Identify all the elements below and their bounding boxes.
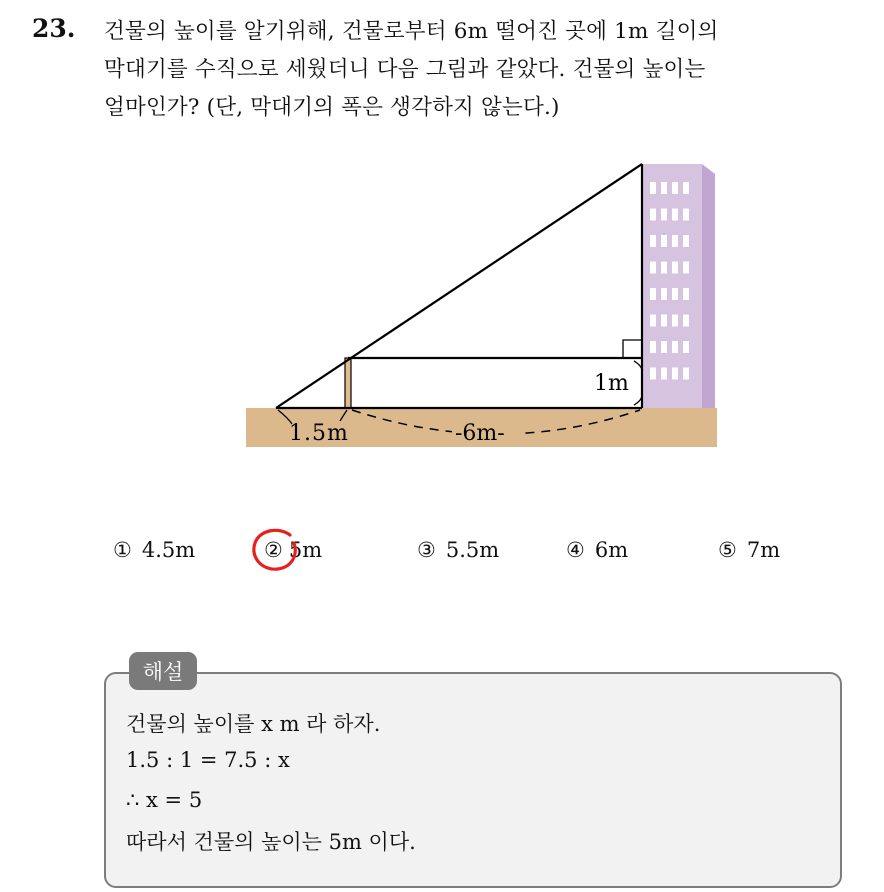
question-line-3: 얼마인가? (단, 막대기의 폭은 생각하지 않는다.) bbox=[104, 95, 560, 120]
choice-3-text: 5.5m bbox=[445, 538, 500, 562]
solution-line-3: ∴ x = 5 bbox=[126, 788, 203, 812]
pole-height-label: 1m bbox=[594, 371, 629, 396]
building-window bbox=[650, 235, 656, 247]
building-window bbox=[672, 209, 678, 221]
question-number: 23. bbox=[32, 14, 76, 43]
height-bracket-top bbox=[634, 361, 642, 370]
building-window bbox=[650, 209, 656, 221]
choice-1[interactable] bbox=[113, 538, 195, 562]
choice-2-mark: ② bbox=[264, 538, 283, 562]
choice-4-text: 6m bbox=[594, 538, 629, 562]
question-line-2: 막대기를 수직으로 세웠더니 다음 그림과 같았다. 건물의 높이는 bbox=[104, 57, 706, 82]
building-window bbox=[672, 182, 678, 194]
selected-answer-circle bbox=[250, 527, 302, 575]
solution-title: 해설 bbox=[129, 652, 197, 690]
building-window bbox=[672, 315, 678, 327]
choice-5-mark: ⑤ bbox=[718, 538, 737, 562]
building-window bbox=[661, 209, 667, 221]
solution-line-2: 1.5 : 1 = 7.5 : x bbox=[126, 748, 290, 772]
building-window bbox=[683, 235, 689, 247]
solution-line-4: 따라서 건물의 높이는 5m 이다. bbox=[126, 830, 416, 854]
choice-5-text: 7m bbox=[746, 538, 781, 562]
building-window bbox=[661, 235, 667, 247]
solution-line-1: 건물의 높이를 x m 라 하자. bbox=[126, 712, 381, 736]
building-window bbox=[650, 315, 656, 327]
building-window bbox=[661, 262, 667, 274]
building-window bbox=[672, 341, 678, 353]
building-window bbox=[672, 235, 678, 247]
choice-3[interactable] bbox=[417, 538, 499, 562]
building-window bbox=[650, 368, 656, 380]
building-window bbox=[683, 182, 689, 194]
choice-1-mark: ① bbox=[113, 538, 132, 562]
choice-3-mark: ③ bbox=[417, 538, 436, 562]
choice-1-text: 4.5m bbox=[141, 538, 196, 562]
building-side bbox=[702, 164, 715, 408]
building-window bbox=[683, 288, 689, 300]
right-angle-mark bbox=[623, 340, 642, 358]
height-bracket-bottom bbox=[634, 396, 642, 405]
shadow-length-label: 1.5m bbox=[289, 421, 349, 446]
building-window bbox=[650, 262, 656, 274]
building-window bbox=[650, 341, 656, 353]
choice-2-text: 5m bbox=[288, 538, 323, 562]
choice-4-mark: ④ bbox=[566, 538, 585, 562]
building-window bbox=[650, 182, 656, 194]
choice-4[interactable] bbox=[566, 538, 628, 562]
distance-label: -6m- bbox=[455, 421, 505, 446]
building-window bbox=[683, 368, 689, 380]
building-window bbox=[672, 368, 678, 380]
question-line-1: 건물의 높이를 알기위해, 건물로부터 6m 떨어진 곳에 1m 길이의 bbox=[104, 19, 719, 44]
building-window bbox=[661, 182, 667, 194]
pole bbox=[345, 358, 351, 408]
choice-5[interactable] bbox=[718, 538, 780, 562]
building-window bbox=[650, 288, 656, 300]
building-window bbox=[661, 288, 667, 300]
building-window bbox=[672, 288, 678, 300]
building-window bbox=[672, 262, 678, 274]
building-window bbox=[661, 368, 667, 380]
building-window bbox=[683, 315, 689, 327]
building-window bbox=[683, 262, 689, 274]
building-window bbox=[661, 315, 667, 327]
building-window bbox=[661, 341, 667, 353]
hypotenuse-line bbox=[276, 164, 642, 408]
building-window bbox=[683, 341, 689, 353]
building-window bbox=[683, 209, 689, 221]
